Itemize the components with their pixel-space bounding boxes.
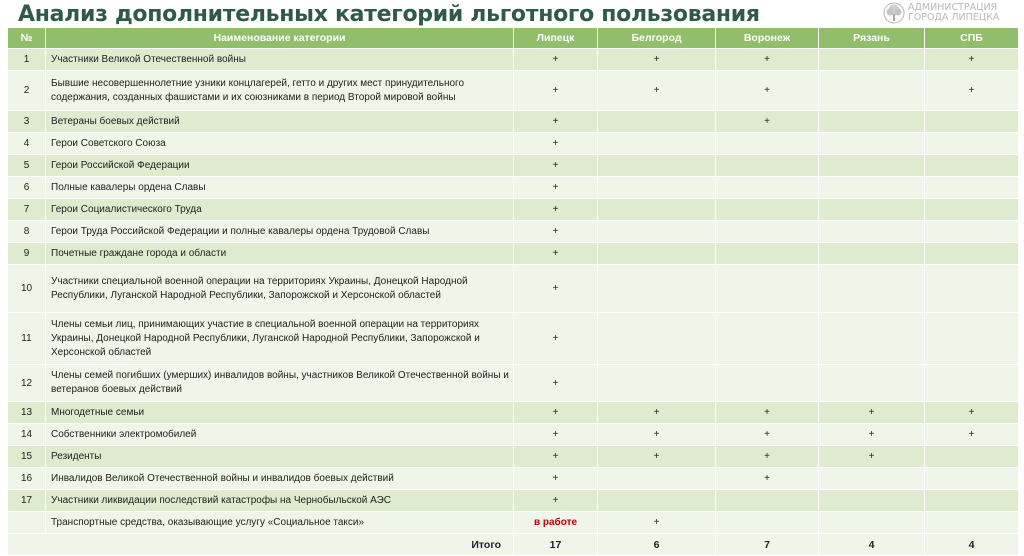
- cell-belgorod: [598, 365, 716, 402]
- cell-lipetsk: +: [514, 199, 598, 221]
- cell-ryazan: +: [819, 402, 925, 424]
- cell-voronezh: [716, 265, 819, 313]
- cell-lipetsk: +: [514, 71, 598, 111]
- table-row: [8, 177, 1019, 199]
- table-row: [8, 265, 1019, 313]
- cell-ryazan: [819, 221, 925, 243]
- cell-ryazan: [819, 365, 925, 402]
- table-row: [8, 313, 1019, 365]
- cell-lipetsk: +: [514, 265, 598, 313]
- cell-belgorod: +: [598, 71, 716, 111]
- cell-voronezh: [716, 365, 819, 402]
- row-number: 13: [8, 402, 46, 424]
- column-header: Белгород: [598, 28, 716, 49]
- column-header: Наименование категории: [46, 28, 514, 49]
- cell-ryazan: +: [819, 424, 925, 446]
- cell-ryazan: [819, 49, 925, 71]
- cell-spb: [925, 313, 1019, 365]
- logo-line-1: АДМИНИСТРАЦИЯ: [908, 3, 998, 13]
- cell-lipetsk: +: [514, 49, 598, 71]
- cell-spb: +: [925, 402, 1019, 424]
- category-name: Почетные граждане города и области: [46, 243, 514, 265]
- row-number: 12: [8, 365, 46, 402]
- cell-spb: [925, 365, 1019, 402]
- category-name: Собственники электромобилей: [46, 424, 514, 446]
- category-name: Участники ликвидации последствий катастрофы на Чернобыльской АЭС: [46, 490, 514, 512]
- total-label: Итого: [8, 534, 514, 556]
- cell-ryazan: [819, 155, 925, 177]
- category-name: Участники специальной военной операции на территориях Украины, Донецкой Народной Республики, Луганской Народной Республики, Запорожской и Херсонской областей: [46, 265, 514, 313]
- cell-belgorod: [598, 177, 716, 199]
- table-row: [8, 221, 1019, 243]
- category-name: Инвалидов Великой Отечественной войны и инвалидов боевых действий: [46, 468, 514, 490]
- category-name: Участники Великой Отечественной войны: [46, 49, 514, 71]
- cell-ryazan: [819, 313, 925, 365]
- cell-voronezh: +: [716, 49, 819, 71]
- cell-belgorod: [598, 199, 716, 221]
- table-row: [8, 133, 1019, 155]
- category-name: Члены семей погибших (умерших) инвалидов войны, участников Великой Отечественной войны и ветеранов боевых действий: [46, 365, 514, 402]
- cell-spb: [925, 199, 1019, 221]
- row-number: 6: [8, 177, 46, 199]
- cell-spb: [925, 133, 1019, 155]
- cell-spb: [925, 155, 1019, 177]
- column-header: СПБ: [925, 28, 1019, 49]
- status-in-progress: в работе: [514, 512, 598, 534]
- row-number: 11: [8, 313, 46, 365]
- row-number: 17: [8, 490, 46, 512]
- total-lipetsk: 17: [514, 534, 598, 556]
- category-name: Резиденты: [46, 446, 514, 468]
- row-number: 3: [8, 111, 46, 133]
- column-header: Липецк: [514, 28, 598, 49]
- cell-lipetsk: +: [514, 446, 598, 468]
- cell-voronezh: +: [716, 468, 819, 490]
- cell-ryazan: [819, 468, 925, 490]
- cell-spb: [925, 446, 1019, 468]
- cell-ryazan: [819, 71, 925, 111]
- cell-lipetsk: +: [514, 313, 598, 365]
- total-voronezh: 7: [716, 534, 819, 556]
- cell-belgorod: +: [598, 402, 716, 424]
- row-number: 16: [8, 468, 46, 490]
- cell-lipetsk: +: [514, 402, 598, 424]
- cell-voronezh: +: [716, 402, 819, 424]
- cell-spb: [925, 468, 1019, 490]
- cell-lipetsk: +: [514, 133, 598, 155]
- category-name: Многодетные семьи: [46, 402, 514, 424]
- cell-voronezh: [716, 221, 819, 243]
- table-row: [8, 365, 1019, 402]
- cell-ryazan: [819, 243, 925, 265]
- cell-lipetsk: +: [514, 111, 598, 133]
- categories-table: [7, 27, 1019, 556]
- cell-voronezh: [716, 490, 819, 512]
- table-row: [8, 155, 1019, 177]
- cell-ryazan: [819, 133, 925, 155]
- row-number: 7: [8, 199, 46, 221]
- cell-lipetsk: +: [514, 221, 598, 243]
- cell-voronezh: [716, 133, 819, 155]
- cell-belgorod: [598, 313, 716, 365]
- logo-line-2: ГОРОДА ЛИПЕЦКА: [908, 12, 1000, 23]
- row-number: 9: [8, 243, 46, 265]
- cell-belgorod: [598, 155, 716, 177]
- row-number: 4: [8, 133, 46, 155]
- category-name: Члены семьи лиц, принимающих участие в специальной военной операции на территориях Украины, Донецкой Народной Республики, Луганской Народной Республики, Запорожской и Херсонской областей: [46, 313, 514, 365]
- cell-spb: [925, 512, 1019, 534]
- table-row: [8, 490, 1019, 512]
- cell-voronezh: [716, 199, 819, 221]
- cell-voronezh: +: [716, 111, 819, 133]
- row-number: 1: [8, 49, 46, 71]
- category-name: Герои Российской Федерации: [46, 155, 514, 177]
- cell-voronezh: +: [716, 424, 819, 446]
- cell-spb: [925, 177, 1019, 199]
- row-number: 14: [8, 424, 46, 446]
- cell-spb: [925, 243, 1019, 265]
- total-row: [8, 534, 1019, 556]
- row-number: 15: [8, 446, 46, 468]
- cell-lipetsk: +: [514, 490, 598, 512]
- cell-spb: [925, 111, 1019, 133]
- total-ryazan: 4: [819, 534, 925, 556]
- row-number: [8, 512, 46, 534]
- total-belgorod: 6: [598, 534, 716, 556]
- tree-emblem-icon: [883, 2, 905, 24]
- row-number: 5: [8, 155, 46, 177]
- column-header: Воронеж: [716, 28, 819, 49]
- cell-ryazan: [819, 177, 925, 199]
- total-spb: 4: [925, 534, 1019, 556]
- cell-voronezh: +: [716, 446, 819, 468]
- table-row: [8, 424, 1019, 446]
- cell-belgorod: [598, 111, 716, 133]
- administration-logo: [883, 2, 1024, 24]
- cell-belgorod: +: [598, 49, 716, 71]
- cell-belgorod: [598, 133, 716, 155]
- table-row: [8, 446, 1019, 468]
- row-number: 8: [8, 221, 46, 243]
- table-row: [8, 512, 1019, 534]
- cell-voronezh: [716, 512, 819, 534]
- cell-ryazan: [819, 199, 925, 221]
- page-title: Анализ дополнительных категорий льготного пользования: [18, 2, 760, 27]
- column-header: Рязань: [819, 28, 925, 49]
- category-name: Герои Социалистического Труда: [46, 199, 514, 221]
- cell-spb: +: [925, 71, 1019, 111]
- category-name: Герои Советского Союза: [46, 133, 514, 155]
- row-number: 2: [8, 71, 46, 111]
- cell-lipetsk: +: [514, 177, 598, 199]
- cell-lipetsk: +: [514, 365, 598, 402]
- cell-lipetsk: +: [514, 424, 598, 446]
- category-name: Герои Труда Российской Федерации и полные кавалеры ордена Трудовой Славы: [46, 221, 514, 243]
- table-row: [8, 468, 1019, 490]
- cell-belgorod: [598, 490, 716, 512]
- table-row: [8, 111, 1019, 133]
- category-name: Полные кавалеры ордена Славы: [46, 177, 514, 199]
- cell-lipetsk: +: [514, 468, 598, 490]
- cell-spb: [925, 490, 1019, 512]
- cell-lipetsk: +: [514, 155, 598, 177]
- cell-spb: [925, 221, 1019, 243]
- cell-belgorod: +: [598, 446, 716, 468]
- cell-voronezh: [716, 243, 819, 265]
- table-row: [8, 71, 1019, 111]
- cell-ryazan: +: [819, 446, 925, 468]
- cell-ryazan: [819, 512, 925, 534]
- cell-ryazan: [819, 111, 925, 133]
- cell-voronezh: [716, 177, 819, 199]
- cell-belgorod: [598, 221, 716, 243]
- cell-lipetsk: +: [514, 243, 598, 265]
- cell-belgorod: [598, 265, 716, 313]
- cell-voronezh: +: [716, 71, 819, 111]
- cell-voronezh: [716, 313, 819, 365]
- table-row: [8, 243, 1019, 265]
- cell-belgorod: +: [598, 512, 716, 534]
- row-number: 10: [8, 265, 46, 313]
- table-row: [8, 199, 1019, 221]
- table-row: [8, 49, 1019, 71]
- category-name: Бывшие несовершеннолетние узники концлагерей, гетто и других мест принудительного содержания, созданных фашистами и их союзниками в период Второй мировой войны: [46, 71, 514, 111]
- cell-spb: +: [925, 424, 1019, 446]
- cell-spb: +: [925, 49, 1019, 71]
- cell-belgorod: [598, 468, 716, 490]
- cell-spb: [925, 265, 1019, 313]
- cell-belgorod: [598, 243, 716, 265]
- table-row: [8, 402, 1019, 424]
- table-header-row: [8, 28, 1019, 49]
- cell-belgorod: +: [598, 424, 716, 446]
- column-header: №: [8, 28, 46, 49]
- cell-ryazan: [819, 265, 925, 313]
- category-name: Транспортные средства, оказывающие услугу «Социальное такси»: [46, 512, 514, 534]
- category-name: Ветераны боевых действий: [46, 111, 514, 133]
- cell-ryazan: [819, 490, 925, 512]
- cell-voronezh: [716, 155, 819, 177]
